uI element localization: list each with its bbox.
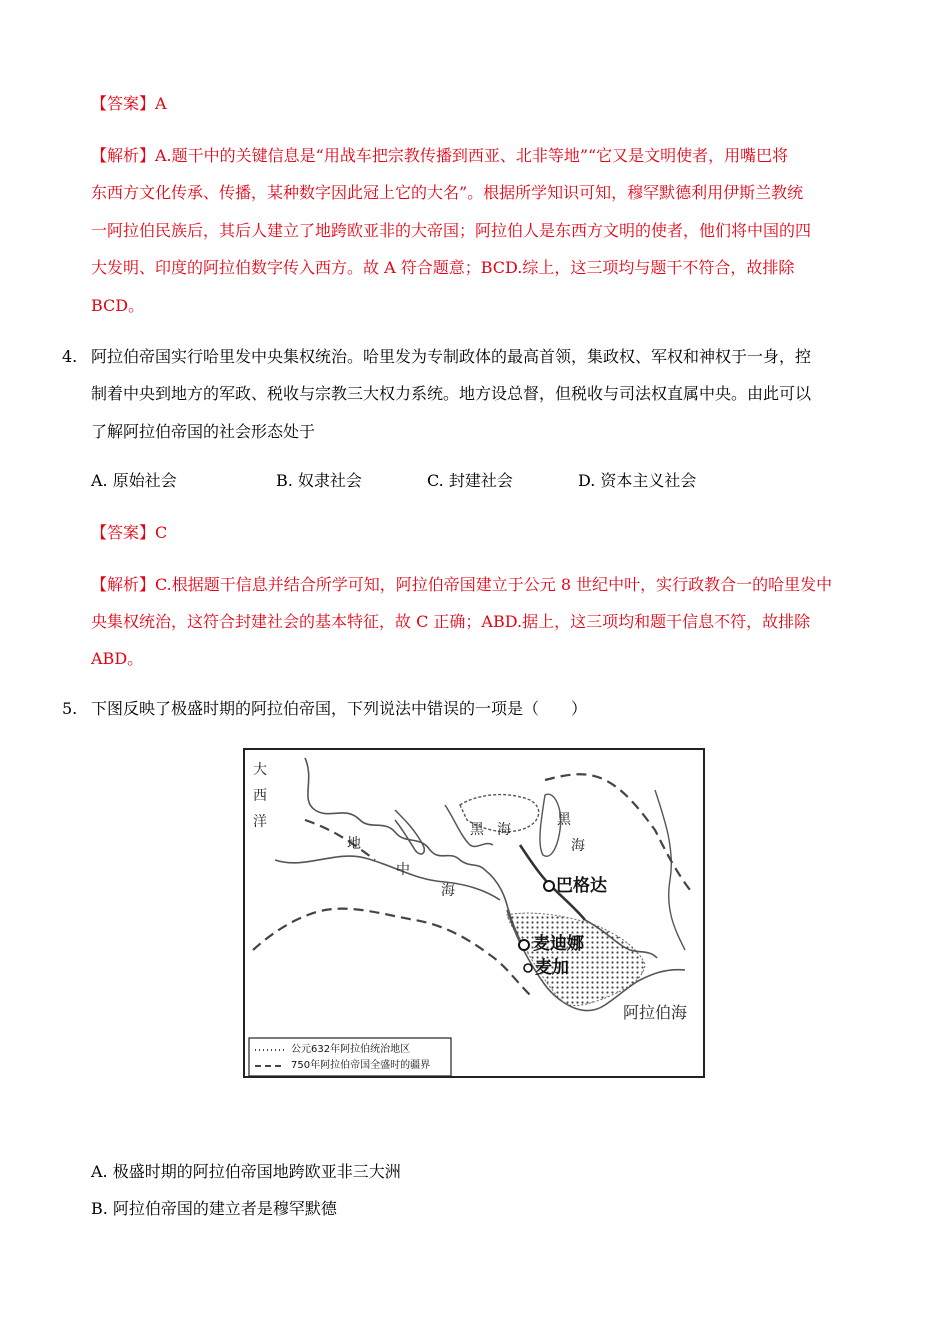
medina-marker bbox=[519, 940, 529, 950]
q4-stem-line-3: 了解阿拉伯帝国的社会形态处于 bbox=[91, 422, 316, 441]
mecca-label: 麦加 bbox=[535, 958, 569, 978]
map-drawing bbox=[245, 750, 705, 1078]
atlantic-label-1: 大 bbox=[253, 762, 267, 778]
q4-option-c: C. 封建社会 bbox=[427, 471, 513, 490]
q3-analysis-line-1: 【解析】A.题干中的关键信息是“用战车把宗教传播到西亚、北非等地”“它又是文明使者，用嘴巴将 bbox=[91, 146, 789, 165]
q5-option-b: B. 阿拉伯帝国的建立者是穆罕默德 bbox=[91, 1199, 337, 1218]
balkans-coast bbox=[445, 805, 493, 846]
q4-number: 4. bbox=[62, 347, 78, 366]
italy-coast bbox=[395, 810, 424, 854]
europe-coastline bbox=[305, 758, 485, 870]
legend-750-label: 750年阿拉伯帝国全盛时的疆界 bbox=[291, 1060, 431, 1071]
q4-answer: 【答案】C bbox=[91, 523, 168, 542]
caspian-label-2: 海 bbox=[571, 838, 585, 854]
q4-option-d: D. 资本主义社会 bbox=[578, 471, 697, 490]
mediterranean-label-3: 海 bbox=[441, 883, 455, 899]
atlantic-label-3: 洋 bbox=[253, 814, 267, 830]
medina-label: 麦迪娜 bbox=[533, 934, 584, 954]
q5-number: 5. bbox=[62, 699, 78, 718]
q3-analysis-line-3: 一阿拉伯民族后，其后人建立了地跨欧亚非的大帝国；阿拉伯人是东西方文明的使者，他们将中国的四 bbox=[91, 221, 812, 240]
q3-analysis-line-5: BCD。 bbox=[91, 296, 145, 315]
q4-option-a: A. 原始社会 bbox=[91, 471, 177, 490]
mecca-marker bbox=[524, 964, 532, 972]
q3-analysis-line-4: 大发明、印度的阿拉伯数字传入西方。故 A 符合题意；BCD.综上，这三项均与题干不符合，故排除 bbox=[91, 258, 795, 277]
mediterranean-label-1: 地 bbox=[347, 836, 361, 852]
q4-analysis-line-3: ABD。 bbox=[91, 649, 144, 668]
q3-analysis-line-2: 东西方文化传承、传播，某种数字因此冠上它的大名”。根据所学知识可知，穆罕默德利用伊斯兰教统 bbox=[91, 183, 804, 202]
q4-analysis-line-2: 央集权统治，这符合封建社会的基本特征，故 C 正确；ABD.据上，这三项均和题干信息不符，故排除 bbox=[91, 612, 811, 631]
mediterranean-label-2: 中 bbox=[396, 862, 410, 878]
q4-stem-line-1: 阿拉伯帝国实行哈里发中央集权统治。哈里发为专制政体的最高首领，集政权、军权和神权于一身，控 bbox=[91, 347, 812, 366]
q3-answer: 【答案】A bbox=[91, 94, 167, 113]
q4-analysis-line-1: 【解析】C.根据题干信息并结合所学可知，阿拉伯帝国建立于公元 8 世纪中叶，实行政教合一的哈里发中 bbox=[91, 575, 833, 594]
black-sea-label-2: 海 bbox=[497, 822, 511, 838]
arabian-sea-label: 阿拉伯海 bbox=[623, 1003, 688, 1022]
q5-stem: 下图反映了极盛时期的阿拉伯帝国，下列说法中错误的一项是（ ） bbox=[91, 699, 588, 718]
q5-option-a: A. 极盛时期的阿拉伯帝国地跨欧亚非三大洲 bbox=[91, 1162, 401, 1181]
arab-empire-map bbox=[243, 748, 705, 1078]
black-sea-label-1: 黑 bbox=[470, 822, 484, 838]
baghdad-label: 巴格达 bbox=[556, 876, 607, 896]
q4-option-b: B. 奴隶社会 bbox=[276, 471, 362, 490]
east-coast bbox=[655, 790, 685, 950]
caspian-label-1: 黑 bbox=[557, 812, 571, 828]
atlantic-label-2: 西 bbox=[253, 788, 267, 804]
baghdad-marker bbox=[544, 881, 554, 891]
q4-stem-line-2: 制着中央到地方的军政、税收与宗教三大权力系统。地方设总督，但税收与司法权直属中央。由此可以 bbox=[91, 384, 812, 403]
legend-632-label: 公元632年阿拉伯统治地区 bbox=[291, 1044, 411, 1055]
